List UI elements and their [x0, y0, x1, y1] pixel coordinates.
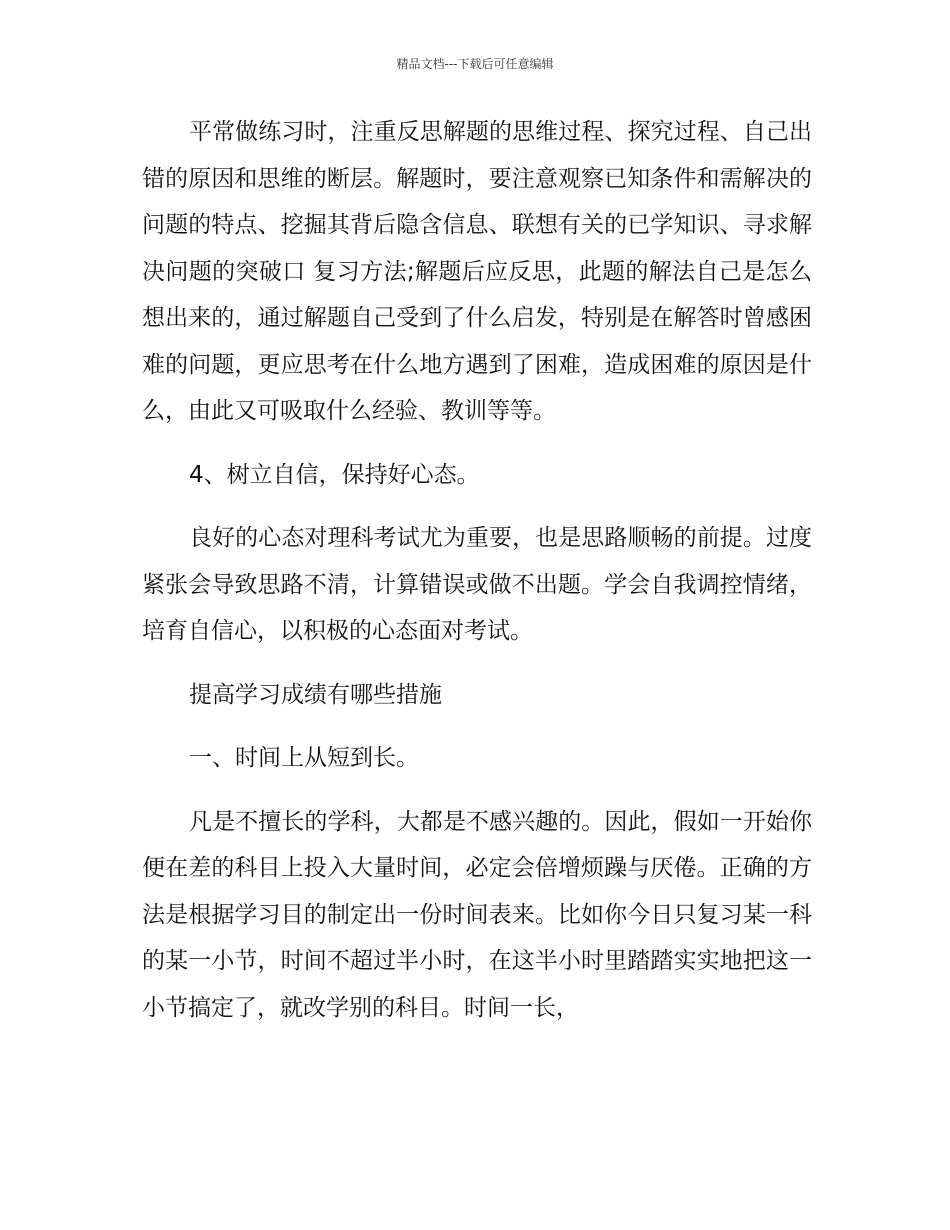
paragraph-gap — [142, 782, 812, 799]
paragraph-time-plan: 凡是不擅长的学科，大都是不感兴趣的。因此，假如一开始你便在差的科目上投入大量时间，必定会倍增烦躁与厌倦。正确的方法是根据学习目的制定出一份时间表来。比如你今日只复习某一科的某一小节，时间不超过半小时，在这半小时里踏踏实实地把这一小节搞定了，就改学别的科目。时间一长， — [142, 808, 812, 1021]
paragraph-gap — [142, 655, 812, 672]
section-heading-confidence: 4、树立自信，保持好心态。 — [189, 461, 480, 488]
paragraph-gap — [142, 435, 812, 452]
section-heading-time: 一、时间上从短到长。 — [189, 745, 419, 771]
paragraph-mindset: 良好的心态对理科考试尤为重要，也是思路顺畅的前提。过度紧张会导致思路不清，计算错误或做不出题。学会自我调控情绪，培育自信心，以积极的心态面对考试。 — [142, 525, 812, 644]
document-body — [142, 109, 812, 1031]
paragraph-reflection: 平常做练习时，注重反思解题的思维过程、探究过程、自己出错的原因和思维的断层。解题时，要注意观察已知条件和需解决的问题的特点、挖掘其背后隐含信息、联想有关的已学知识、寻求解决问题的突破口 复习方法;解题后应反思，此题的解法自己是怎么想出来的，通过解题自己受到了什么启发，特别是在解答时曾感困难的问题，更应思考在什么地方遇到了困难，造成困难的原因是什么，由此又可吸取什么经验、教训等等。 — [142, 119, 812, 424]
paragraph-gap — [142, 498, 812, 515]
page-header: 精品文档---下载后可任意编辑 — [396, 57, 554, 71]
paragraph-gap — [142, 718, 812, 735]
section-heading-measures: 提高学习成绩有哪些措施 — [189, 681, 442, 708]
